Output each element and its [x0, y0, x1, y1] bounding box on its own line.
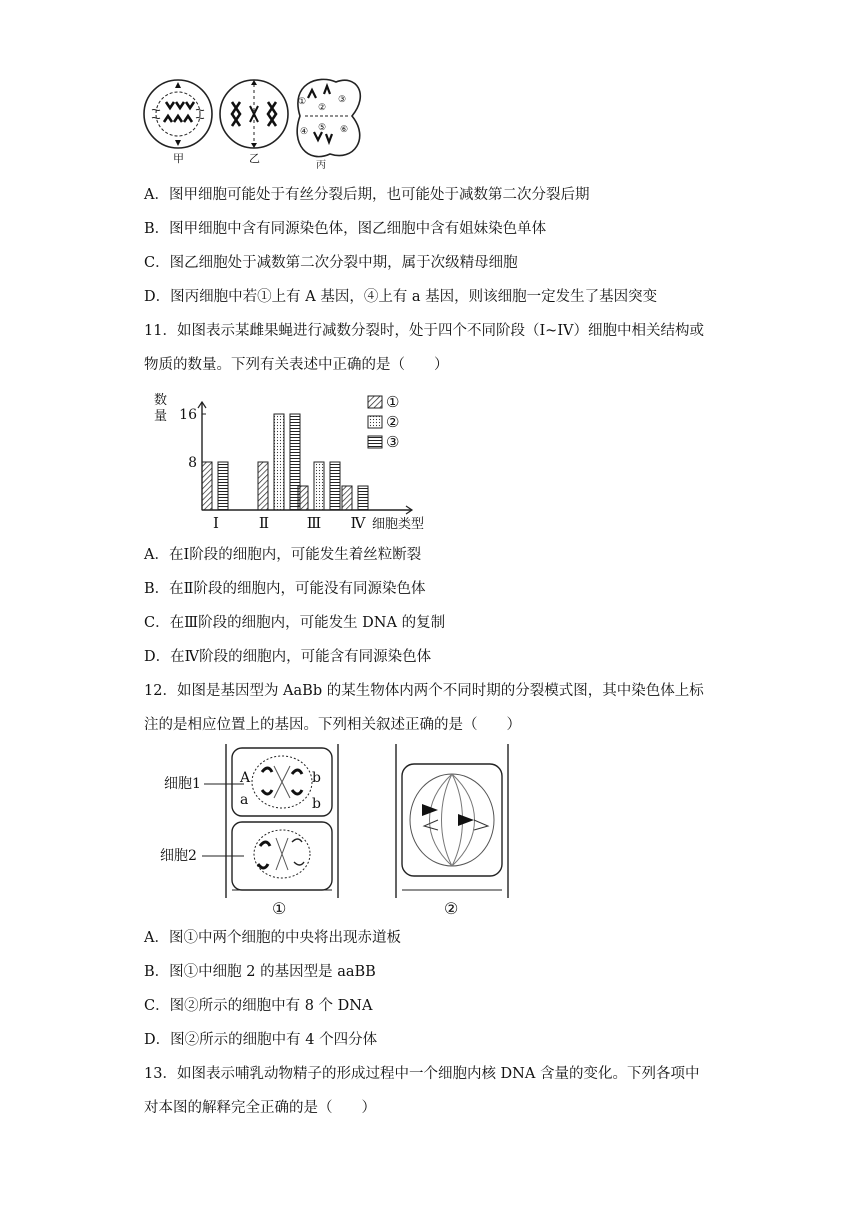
gene-b-1: b: [312, 770, 321, 786]
gene-A: A: [240, 770, 251, 786]
legend-label-1: ①: [386, 393, 400, 411]
bar-chart: [150, 388, 450, 536]
x-tick-label: Ⅲ: [306, 514, 322, 532]
y-axis-label-2: 量: [154, 409, 168, 424]
bar-Ⅳ-series-3: [358, 486, 368, 510]
q12-option-c: C．图②所示的细胞中有 8 个 DNA: [144, 998, 373, 1014]
cell3-number-3: ③: [338, 95, 347, 105]
gene-b-2: b: [312, 796, 321, 812]
cell-bing: [297, 79, 360, 156]
mitosis-figure: [158, 742, 518, 918]
cell2-label: 细胞2: [160, 848, 197, 864]
q10-option-b: B．图甲细胞中含有同源染色体，图乙细胞中含有姐妹染色单体: [144, 221, 547, 237]
bar-Ⅲ-series-3: [330, 462, 340, 510]
x-axis-label: 细胞类型: [372, 517, 425, 532]
cell-jia: [144, 80, 212, 148]
figure-2-label: ②: [444, 899, 459, 918]
label-bing: 丙: [316, 160, 326, 171]
q11-stem-line2: 物质的数量。下列有关表述中正确的是（ ）: [144, 357, 449, 373]
bar-Ⅰ-series-1: [202, 462, 212, 510]
x-tick-label: Ⅳ: [350, 514, 366, 532]
legend-swatch-1: [368, 396, 382, 408]
figure-1-label: ①: [272, 899, 287, 918]
y-axis-label-1: 数: [154, 393, 168, 408]
legend-swatch-3: [368, 436, 382, 448]
q10-option-a: A．图甲细胞可能处于有丝分裂后期，也可能处于减数第二次分裂后期: [144, 187, 590, 203]
q12-option-b: B．图①中细胞 2 的基因型是 aaBB: [144, 964, 376, 980]
cell3-number-5: ⑤: [318, 123, 327, 133]
cell3-number-1: ①: [298, 97, 307, 107]
legend-label-3: ③: [386, 433, 400, 451]
q11-option-c: C．在Ⅲ阶段的细胞内，可能发生 DNA 的复制: [144, 615, 446, 631]
cell-yi: [220, 80, 288, 148]
legend-label-2: ②: [386, 413, 400, 431]
bar-Ⅲ-series-2: [314, 462, 324, 510]
q11-option-a: A．在Ⅰ阶段的细胞内，可能发生着丝粒断裂: [144, 547, 422, 563]
bar-Ⅱ-series-1: [258, 462, 268, 510]
q11-option-d: D．在Ⅳ阶段的细胞内，可能含有同源染色体: [144, 649, 432, 665]
q12-stem-line1: 12．如图是基因型为 AaBb 的某生物体内两个不同时期的分裂模式图，其中染色体上标: [144, 683, 704, 699]
x-tick-label: Ⅱ: [258, 514, 270, 532]
legend-swatch-2: [368, 416, 382, 428]
q12-option-d: D．图②所示的细胞中有 4 个四分体: [144, 1032, 378, 1048]
q11-stem-line1: 11．如图表示某雌果蝇进行减数分裂时，处于四个不同阶段（I~IV）细胞中相关结构或: [144, 323, 705, 339]
q13-stem-line1: 13．如图表示哺乳动物精子的形成过程中一个细胞内核 DNA 含量的变化。下列各项中: [144, 1066, 700, 1082]
q10-option-c: C．图乙细胞处于减数第二次分裂中期，属于次级精母细胞: [144, 255, 518, 271]
figure-1: [160, 744, 338, 918]
cell3-number-6: ⑥: [340, 125, 349, 135]
label-jia: 甲: [173, 152, 184, 165]
cell3-number-2: ②: [318, 103, 327, 113]
cell1-label: 细胞1: [164, 776, 201, 792]
q10-option-d: D．图丙细胞中若①上有 A 基因，④上有 a 基因，则该细胞一定发生了基因突变: [144, 289, 658, 305]
x-tick-label: Ⅰ: [213, 514, 219, 532]
q12-stem-line2: 注的是相应位置上的基因。下列相关叙述正确的是（ ）: [144, 717, 521, 733]
bar-Ⅰ-series-3: [218, 462, 228, 510]
bar-Ⅱ-series-2: [274, 414, 284, 510]
gene-a: a: [240, 792, 249, 808]
q13-stem-line2: 对本图的解释完全正确的是（ ）: [144, 1100, 376, 1116]
cell-division-figure: [140, 76, 370, 172]
figure-2: [396, 744, 508, 918]
y-tick-label: 16: [179, 407, 197, 423]
q12-option-a: A．图①中两个细胞的中央将出现赤道板: [144, 930, 401, 946]
q11-option-b: B．在Ⅱ阶段的细胞内，可能没有同源染色体: [144, 581, 426, 597]
cell3-number-4: ④: [300, 127, 309, 137]
label-yi: 乙: [249, 152, 260, 165]
y-tick-label: 8: [188, 455, 197, 471]
bar-Ⅲ-series-1: [298, 486, 308, 510]
bar-Ⅳ-series-1: [342, 486, 352, 510]
